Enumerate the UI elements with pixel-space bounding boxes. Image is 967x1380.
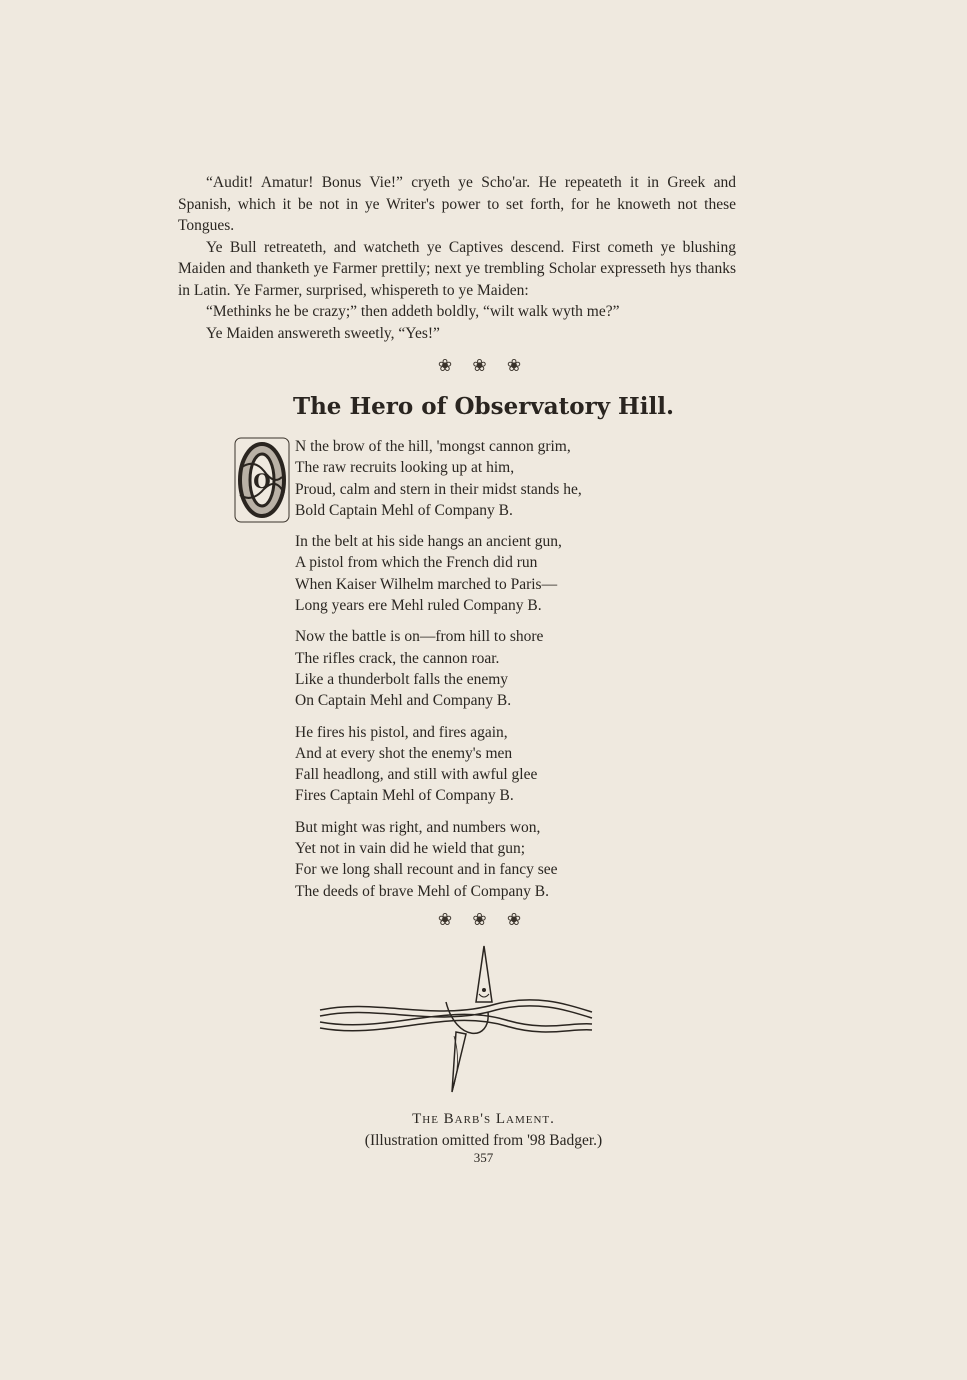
prose-paragraph: “Methinks he be crazy;” then addeth boldly, “wilt walk wyth me?”	[206, 303, 620, 320]
poem-line: In the belt at his side hangs an ancient gun,	[295, 533, 562, 551]
page-number: 357	[473, 1150, 494, 1165]
poem-stanza	[295, 817, 715, 902]
prose-paragraph: Ye Bull retreateth, and watcheth ye Captives descend. First cometh ye blushing Maiden and thanketh ye Farmer prettily; next ye trembling Scholar expresseth hys thanks in Latin. Ye Farmer, surprised, whispereth to ye Maiden:	[178, 238, 736, 299]
poem-stanza	[295, 626, 715, 711]
poem-line: The deeds of brave Mehl of Company B.	[295, 882, 549, 900]
poem-line: Fires Captain Mehl of Company B.	[295, 787, 514, 805]
poem-line: On Captain Mehl and Company B.	[295, 692, 512, 710]
prose-section	[178, 172, 736, 344]
poem-body	[295, 436, 715, 912]
poem-line: And at every shot the enemy's men	[295, 744, 513, 762]
prose-paragraph: Ye Maiden answereth sweetly, “Yes!”	[206, 324, 440, 342]
poem-stanza	[295, 722, 715, 807]
drop-cap-letter: O	[253, 469, 271, 493]
illustration-caption	[0, 1108, 967, 1152]
poem-stanza	[295, 531, 715, 616]
poem-line: Long years ere Mehl ruled Company B.	[295, 597, 542, 615]
poem-stanza	[295, 436, 715, 521]
ornament-divider: ❀ ❀ ❀	[437, 356, 530, 375]
poem-line: When Kaiser Wilhelm marched to Paris—	[295, 575, 558, 593]
poem-line: For we long shall recount and in fancy see	[295, 861, 558, 879]
barbed-wire-illustration	[316, 942, 596, 1097]
poem-line: Proud, calm and stern in their midst stands he,	[295, 480, 582, 498]
poem-line: Like a thunderbolt falls the enemy	[295, 670, 509, 688]
poem-line: Fall headlong, and still with awful glee	[295, 766, 538, 784]
poem-line: N the brow of the hill, 'mongst cannon grim,	[295, 438, 571, 455]
poem-title: The Hero of Observatory Hill.	[292, 393, 675, 420]
poem-line: But might was right, and numbers won,	[295, 818, 541, 836]
poem-line: A pistol from which the French did run	[295, 554, 538, 572]
poem-line: He fires his pistol, and fires again,	[295, 723, 508, 741]
poem-line: Yet not in vain did he wield that gun;	[295, 840, 526, 858]
caption-note: (Illustration omitted from '98 Badger.)	[364, 1132, 603, 1149]
prose-paragraph: “Audit! Amatur! Bonus Vie!” cryeth ye Scho'ar. He repeateth it in Greek and Spanish, which it be not in ye Writer's power to set forth, for he knoweth not these Tongues.	[178, 174, 736, 234]
drop-cap-o	[234, 437, 290, 523]
poem-line: The raw recruits looking up at him,	[295, 459, 515, 477]
poem-line: The rifles crack, the cannon roar.	[295, 649, 500, 667]
ornament-divider: ❀ ❀ ❀	[437, 910, 530, 929]
poem-line: Bold Captain Mehl of Company B.	[295, 501, 513, 519]
poem-line: Now the battle is on—from hill to shore	[295, 628, 544, 646]
caption-title: The Barb's Lament.	[412, 1111, 555, 1127]
